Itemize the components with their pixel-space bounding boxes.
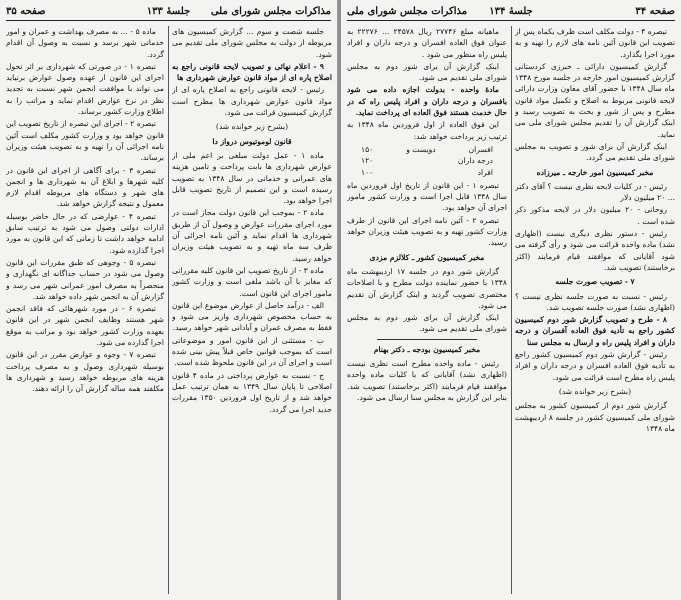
table-cell: ۱۵۰ xyxy=(361,144,374,154)
paragraph: رئیس - دستور نظری دیگری نیست (اظهاری نشد) ماده واحده قرائت می شود و رأی گرفته می شود آقایانی که موافقند قیام فرمایند (اکثر برخاستند) تصویب شد. xyxy=(515,229,675,272)
left-header-session: جلسهٔ ۱۳۳ xyxy=(146,6,191,17)
reading-note: (بشرح زیر خوانده شد) xyxy=(215,122,289,132)
section-heading: ۹ - اعلام نهائی و تصویب لایحه قانونی راجع به اصلاح پاره ای از مواد قانون عوارض شهرداری ها xyxy=(172,61,332,83)
table-cell: درجه داران xyxy=(457,156,493,166)
paragraph: تبصره ۴ - دولت مکلف است ظرف یکماه پس از تصویب این قانون آئین نامه های لازم را تهیه و به مورد اجرا بگذارد. xyxy=(515,27,675,59)
paragraph: ماده ۱ - عمل دولت مبلغی بر اعم ملی از عوارض شهرداری ها بابت پرداخت و تامین هزینه های عمرانی و خدماتی در سال ۱۳۴۸ به تصویب رسیده است و این تصمیم از تاریخ تصویب قابل اجرا خواهد بود. xyxy=(172,150,332,206)
signature-line: مخبر کمیسیون بودجه ـ دکتر بهنام xyxy=(373,344,481,354)
paragraph: گزارش کمیسیون دارائی ـ خبرزی کردستانی گزارش کمیسیون امور خارجه در جلسه مورخ ۱۳۴۸ ماه سال ۱۳۴۸ با حضور آقای معاون وزارت دارائی لایحه قانونی مربوط به اصلاح و تکمیل مواد قانون مطرح و پس از شور و بحث به تصویب رسید و اینک گزارش آن را تقدیم مجلس شورای ملی می نماید. xyxy=(515,61,675,139)
reading-note: (بشرح زیر خوانده شد) xyxy=(558,386,632,396)
table-row xyxy=(347,167,507,178)
paragraph: ج - نسبت به عوارض پرداختی در ماده ۴ قانون اصلاحی تا پایان سال ۱۳۴۹ به همان ترتیب عمل خواهد شد و از تاریخ اول فروردین ۱۳۵۰ مقررات جدید اجرا می گردد. xyxy=(172,370,332,414)
paragraph: اینک گزارش آن برای شور دوم به مجلس شورای ملی تقدیم می شود. xyxy=(347,313,507,334)
paragraph: رئیس - گزارش شور دوم کمیسیون کشور راجع به تأدیه فوق العاده افسران و درجه داران و افراد پلیس راه مطرح است قرائت می شود. xyxy=(515,350,675,382)
allowance-table xyxy=(347,144,507,178)
paragraph: این فوق العاده از اول فروردین ماه ۱۳۴۸ به ترتیب زیر پرداخت خواهد شد: xyxy=(347,120,507,141)
table-cell: ۱۲۰ xyxy=(361,156,374,166)
signature-line: مخبر کمیسیون امور خارجه ـ میرزاده xyxy=(536,167,654,177)
table-cell: ۱۰۰ xyxy=(361,167,374,177)
signature-line: ۷ - تصویب صورت جلسه xyxy=(555,277,635,287)
paragraph: تبصره ۷ - وجوه و عوارض مقرر در این قانون بوسیله شهرداری وصول و به مصرف پرداخت هزینه های مربوطه خواهد رسید و شهرداری ها مکلفند همه ساله گزارش آن را ارائه دهند. xyxy=(6,350,164,394)
section-heading: ۸ - طرح و تصویب گزارش شور دوم کمیسیون کشور راجع به تأدیه فوق العاده آفسران و درجه داران و افراد پلیس راه و ارسال به مجلس سنا xyxy=(515,315,675,347)
right-header-session: جلسهٔ ۱۳۴ xyxy=(489,6,533,17)
article-paragraph: مادهٔ واحده - بدولت اجازه داده می شود بافسران و درجه داران و افراد پلیس راه که در حال خدمت هستند فوق العاده ای پرداخت نماید. xyxy=(347,85,507,118)
paragraph: ماده ۲ - بموجب این قانون دولت مجاز است در مورد اجرای مقررات عوارض و وصول آن از طریق شهرداری ها اقدام نماید و آئین نامه اجرائی آن ظرف سه ماه تهیه و به تصویب هیئت وزیران خواهد رسید. xyxy=(172,208,332,263)
paragraph: ماهیانه مبلغ ۲۷۷۴۶ ریال ۲۴۵۷۸ ... ۲۲۲۷۶ به عنوان فوق العاده افسران و درجه داران و افراد پلیس راه منظور می شود . xyxy=(347,27,507,59)
paragraph: روحانی - ۲۰ میلیون دلار در لایحه مذکور ذکر شده است . xyxy=(515,205,675,226)
right-page-header xyxy=(347,4,675,21)
paragraph: ب - مستثنی از این قانون امور و موضوعاتی است که بموجب قوانین خاص قبلاً پیش بینی شده است و اجرای آن در این قانون ملحوظ شده است. xyxy=(172,335,332,368)
paragraph: اینک گزارش آن برای شور و تصویب به مجلس شورای ملی تقدیم می گردد. xyxy=(515,141,675,163)
paragraph: تبصره ۳ - برای آگاهی از اجرای این قانون در کلیه شهرها و ابلاغ آن به شهرداری ها و انجمن های شهر و دستگاه های مربوطه اقدام لازم معمول و نتیجه گزارش خواهد شد. xyxy=(6,165,164,209)
table-row xyxy=(347,155,507,166)
paragraph: رئیس - ماده واحده مطرح است نظری نیست (اظهاری نشد) آقایانی که با کلیات ماده واحده موافقند قیام فرمایند (اکثر برخاستند) تصویب شد. بنابر این گزارش به مجلس سنا ارسال می شود. xyxy=(347,359,507,402)
signature-line: قانون لوموتیوس درواز دا xyxy=(212,136,292,146)
signature-line: مخبر کمیسیون کشور ـ کلالزم مزدی xyxy=(369,252,485,262)
paragraph: رئیس - در کلیات لایحه نظری نیست ؟ آقای دکتر ... ۲۰ میلیون دلار xyxy=(515,181,675,203)
left-page-column-right xyxy=(172,26,332,596)
paragraph: تبصره ۵ - وجوهی که طبق مقررات این قانون وصول می شود در حساب جداگانه ای نگهداری و منحصراً به مصرف امور عمرانی شهر می رسد و گزارش آن به انجمن شهر داده خواهد شد. xyxy=(6,257,164,301)
paragraph: تبصره ۲ - آئین نامه اجرای این قانون از طرف وزارت کشور تهیه و به تصویب هیئت وزیران خواهد رسید. xyxy=(347,215,507,248)
paragraph: اینک گزارش آن برای شور دوم به مجلس شورای ملی تقدیم می شود. xyxy=(347,61,507,83)
right-page-column-left xyxy=(347,26,507,596)
paragraph: رئیس - لایحه قانونی راجع به اصلاح پاره ای از مواد قانون عوارض شهرداری ها مطرح است گزارش کمیسیون قرائت می شود. xyxy=(172,85,332,118)
paragraph: گزارش شور دوم از کمیسیون کشور به مجلس شورای ملی کمیسیون کشور در جلسه ۸ اردیبهشت ماه ۱۳۴۸ xyxy=(515,401,675,433)
right-page xyxy=(341,0,681,600)
section-rule xyxy=(377,339,477,340)
right-header-title: مذاکرات مجلس شورای ملی xyxy=(347,6,468,17)
left-page xyxy=(0,0,338,600)
paragraph: تبصره ۱ - این قانون از تاریخ اول فروردین ماه سال ۱۳۴۸ قابل اجرا است و وزارت کشور مامور اجرای آن خواهد بود. xyxy=(347,180,507,213)
paragraph: ماده ۵ - ... به مصرف بهداشت و عمران و امور خدماتی شهر برسد و نسبت به وصول آن اقدام گردد. xyxy=(6,27,164,59)
paragraph: ماده ۳ - از تاریخ تصویب این قانون کلیه مقرراتی که مغایر با آن باشد ملغی است و وزارت کشور مامور اجرای این قانون است. xyxy=(172,265,332,298)
table-cell: افراد xyxy=(477,167,493,177)
paragraph: رئیس - نسبت به صورت جلسه نظری نیست ؟ (اظهاری نشد) صورت جلسه تصویب شد. xyxy=(515,291,675,312)
left-page-column-left xyxy=(6,26,164,596)
column-divider xyxy=(168,26,169,594)
paragraph: الف - درآمد حاصل از عوارض موضوع این قانون به حساب مخصوص شهرداری واریز می شود و فقط به مصرف عمران و آبادانی شهر خواهد رسید. xyxy=(172,300,332,333)
table-cell: افسران xyxy=(468,144,493,154)
table-row xyxy=(347,144,507,155)
paragraph: تبصره ۴ - عوارضی که در حال حاضر بوسیله ادارات دولتی وصول می شود به ترتیب سابق ادامه خواهد داشت تا زمانی که این قانون به مورد اجرا گذارده شود. xyxy=(6,211,164,255)
paragraph: جلسه شصت و سوم ... گزارش کمیسیون های مربوطه از دولت به مجلس شورای ملی تقدیم می شود. xyxy=(172,27,332,59)
right-header-page-number: صفحه ۳۴ xyxy=(635,6,675,17)
paragraph: تبصره ۲ - اجرای این تبصره از تاریخ تصویب این قانون خواهد بود و وزارت کشور مکلف است آئین نامه اجرائی آن را تهیه و به تصویب هیئت وزیران برساند. xyxy=(6,119,164,163)
table-cell: دویست و xyxy=(406,144,436,154)
left-page-header xyxy=(6,4,331,21)
paragraph: گزارش شور دوم در جلسه ۱۷ اردیبهشت ماه ۱۳۴۸ با حضور نماینده دولت مطرح و با اصلاحات مختصری تصویب گردید و اینک گزارش آن تقدیم می شود. xyxy=(347,266,507,310)
column-divider xyxy=(511,26,512,594)
right-page-column-right xyxy=(515,26,675,596)
left-header-title: مذاکرات مجلس شورای ملی xyxy=(210,6,331,17)
paragraph: تبصره ۶ - در مورد شهرهائی که فاقد انجمن شهر هستند وظایف انجمن شهر در این قانون بعهده وزارت کشور خواهد بود و مراتب به موقع اجرا گذارده می شود. xyxy=(6,304,164,348)
left-header-page-number: صفحه ۳۵ xyxy=(6,6,46,17)
paragraph: تبصره ۱ - در صورتی که شهرداری بر اثر تحول اجرای این قانون از عهده وصول عوارض برنیاید می تواند با موافقت انجمن شهر نسبت به تجدید نظر در نرخ عوارض اقدام نماید و مراتب را به اطلاع وزارت کشور برساند. xyxy=(6,61,164,117)
